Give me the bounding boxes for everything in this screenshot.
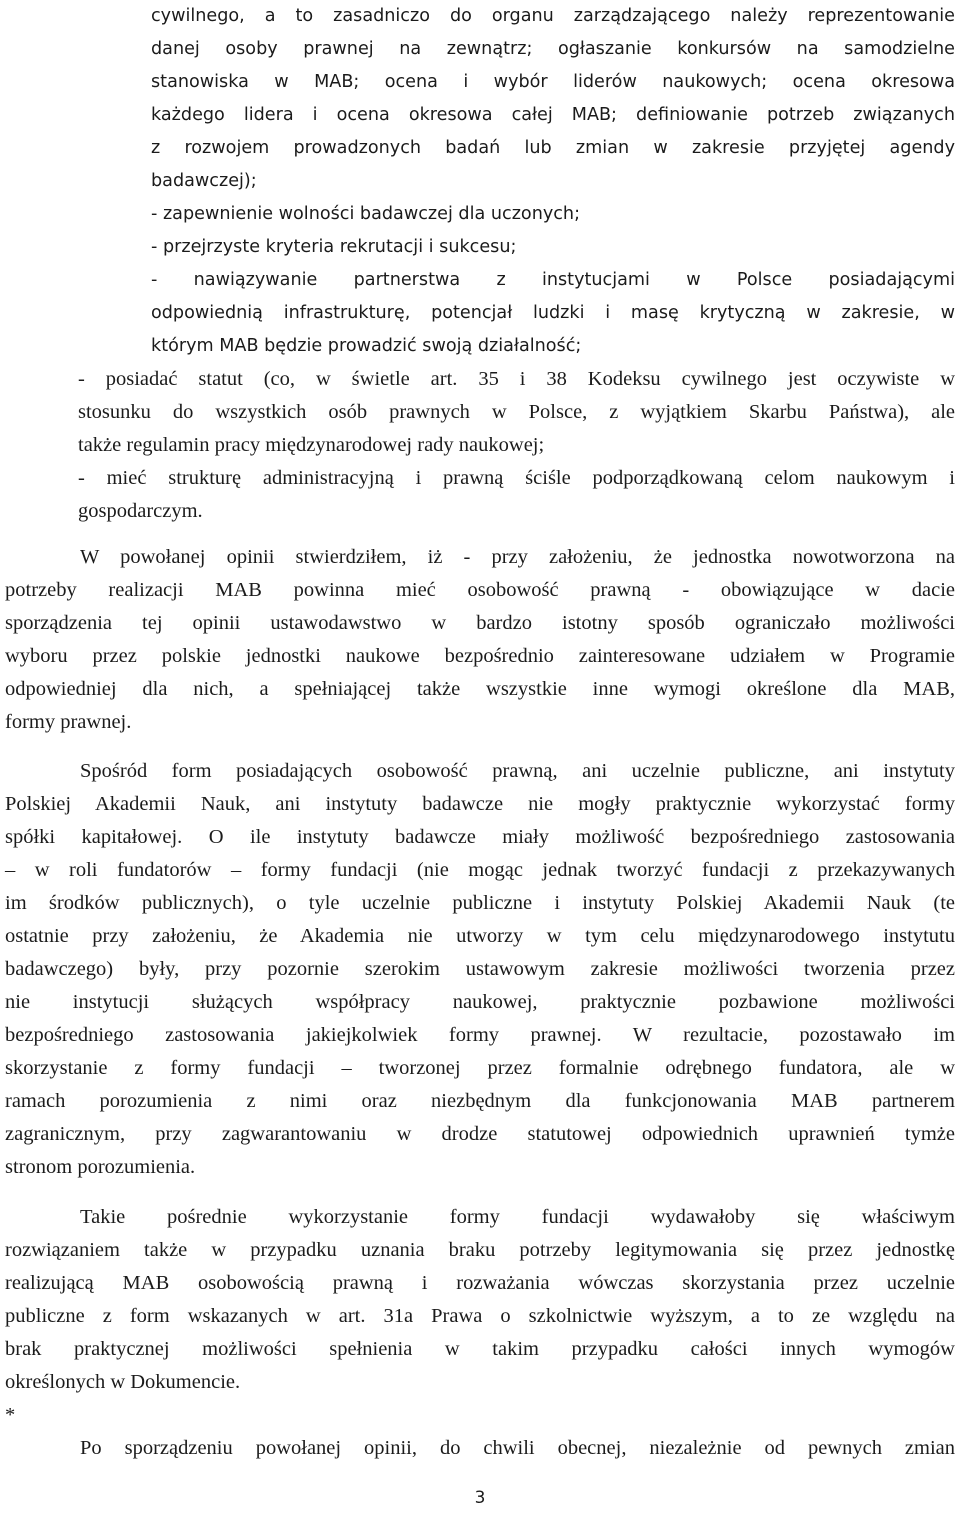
text-line: danej osoby prawnej na zewnątrz; ogłaszanie konkursów na samodzielne: [151, 39, 955, 59]
text-line: określonych w Dokumencie.: [5, 1371, 241, 1393]
text-line: sporządzenia tej opinii ustawodawstwo w bardzo istotny sposób ograniczało możliwości: [5, 612, 955, 634]
text-line: skorzystanie z formy fundacji – tworzonej przez formalnie odrębnego fundatora, ale w: [5, 1057, 955, 1079]
text-line: bezpośredniego zastosowania jakiejkolwiek formy prawnej. W rezultacie, pozostawało im: [5, 1024, 955, 1046]
section-separator-asterisk: *: [5, 1404, 16, 1426]
text-line: formy prawnej.: [5, 711, 132, 733]
text-line: ostatnie przy założeniu, że Akademia nie utworzy w tym celu międzynarodowego instytutu: [5, 925, 955, 947]
text-line: stosunku do wszystkich osób prawnych w Polsce, z wyjątkiem Skarbu Państwa), ale: [78, 401, 955, 423]
text-line: odpowiedniej dla nich, a spełniającej także wszystkie inne wymogi określone dla MAB,: [5, 678, 955, 700]
text-line: każdego lidera i ocena okresowa całej MAB; definiowanie potrzeb związanych: [151, 105, 955, 125]
text-line: Polskiej Akademii Nauk, ani instytuty badawcze nie mogły praktycznie wykorzystać formy: [5, 793, 955, 815]
text-line: potrzeby realizacji MAB powinna mieć osobowość prawną - obowiązujące w dacie: [5, 579, 955, 601]
text-line: ramach porozumienia z nimi oraz niezbędnym dla funkcjonowania MAB partnerem: [5, 1090, 955, 1112]
text-line: - posiadać statut (co, w świetle art. 35 i 38 Kodeksu cywilnego jest oczywiste w: [78, 368, 955, 390]
text-line: zagranicznym, przy zagwarantowaniu w drodze statutowej odpowiednich uprawnień tymże: [5, 1123, 955, 1145]
text-line: odpowiednią infrastrukturę, potencjał ludzki i masę krytyczną w zakresie, w: [151, 303, 955, 323]
text-line: - mieć strukturę administracyjną i prawną ściśle podporządkowaną celom naukowym i: [78, 467, 955, 489]
text-line: z rozwojem prowadzonych badań lub zmian w zakresie przyjętej agendy: [151, 138, 955, 158]
text-line: rozwiązaniem także w przypadku uznania braku potrzeby legitymowania się przez jednostkę: [5, 1239, 955, 1261]
text-line: badawczego) były, przy pozornie szerokim ustawowym zakresie możliwości tworzenia przez: [5, 958, 955, 980]
text-line: Takie pośrednie wykorzystanie formy fundacji wydawałoby się właściwym: [80, 1206, 955, 1228]
page-number: 3: [474, 1488, 486, 1508]
text-line: realizującą MAB osobowością prawną i rozważania wówczas skorzystania przez uczelnie: [5, 1272, 955, 1294]
text-line: nie instytucji służących współpracy naukowej, praktycznie pozbawione możliwości: [5, 991, 955, 1013]
text-line: - nawiązywanie partnerstwa z instytucjami w Polsce posiadającymi: [151, 270, 955, 290]
text-line: - przejrzyste kryteria rekrutacji i sukcesu;: [151, 237, 517, 257]
text-line: stanowiska w MAB; ocena i wybór liderów naukowych; ocena okresowa: [151, 72, 955, 92]
text-line: - zapewnienie wolności badawczej dla uczonych;: [151, 204, 581, 224]
text-line: wyboru przez polskie jednostki naukowe bezpośrednio zainteresowane udziałem w Programie: [5, 645, 955, 667]
text-line: spółki kapitałowej. O ile instytuty badawcze miały możliwość bezpośredniego zastosowania: [5, 826, 955, 848]
text-line: – w roli fundatorów – formy fundacji (nie mogąc jednak tworzyć fundacji z przekazywanych: [5, 859, 955, 881]
text-line: także regulamin pracy międzynarodowej rady naukowej;: [78, 434, 545, 456]
text-line: gospodarczym.: [78, 500, 203, 522]
text-line: Spośród form posiadających osobowość prawną, ani uczelnie publiczne, ani instytuty: [80, 760, 955, 782]
text-line: badawczej);: [151, 171, 257, 191]
text-line: Po sporządzeniu powołanej opinii, do chwili obecnej, niezależnie od pewnych zmian: [80, 1437, 955, 1459]
text-line: brak praktycznej możliwości spełnienia w takim przypadku całości innych wymogów: [5, 1338, 955, 1360]
text-line: stronom porozumienia.: [5, 1156, 196, 1178]
text-line: W powołanej opinii stwierdziłem, iż - przy założeniu, że jednostka nowotworzona na: [80, 546, 955, 568]
text-line: im środków publicznych), o tyle uczelnie publiczne i instytuty Polskiej Akademii Nauk (te: [5, 892, 955, 914]
text-line: publiczne z form wskazanych w art. 31a Prawa o szkolnictwie wyższym, a to ze względu na: [5, 1305, 955, 1327]
text-line: cywilnego, a to zasadniczo do organu zarządzającego należy reprezentowanie: [151, 6, 955, 26]
text-line: którym MAB będzie prowadzić swoją działalność;: [151, 336, 582, 356]
